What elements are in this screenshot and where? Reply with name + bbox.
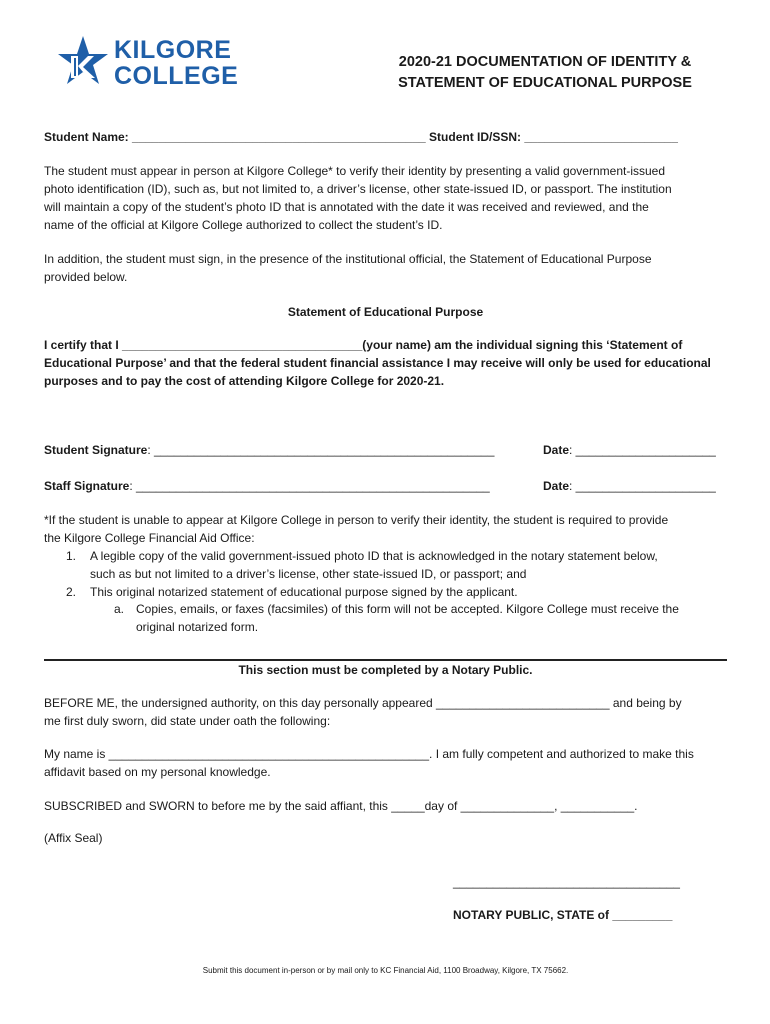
notary-line: me first duly sworn, did state under oath the following: [44, 714, 331, 728]
paragraph-line: provided below. [44, 270, 128, 284]
subscribed-sworn-line[interactable]: SUBSCRIBED and SWORN to before me by the said affiant, this _____day of ______________, ___________. [44, 799, 638, 813]
list-item-1 [90, 547, 730, 583]
star-kc-icon [54, 34, 112, 94]
notary-appearance [44, 694, 734, 730]
staff-signature-field[interactable]: : _____________________________________________________ [129, 479, 490, 493]
sub-item-line: Copies, emails, or faxes (facsimiles) of this form will not be accepted. Kilgore College must receive the [136, 602, 679, 616]
student-id-label: Student ID/SSN: [429, 130, 522, 144]
note-line: the Kilgore College Financial Aid Office: [44, 531, 255, 545]
notary-public-state[interactable]: NOTARY PUBLIC, STATE of _________ [453, 908, 673, 922]
list-item-2: This original notarized statement of educational purpose signed by the applicant. [90, 585, 518, 599]
remote-verification-note [44, 511, 734, 547]
paragraph-line: The student must appear in person at Kilgore College* to verify their identity by presenting a valid government-issued [44, 164, 666, 178]
student-id-field[interactable]: _______________________ [524, 130, 678, 144]
certify-line: purposes and to pay the cost of attending Kilgore College for 2020-21. [44, 374, 445, 388]
student-date-row [543, 441, 733, 459]
sub-item-line: original notarized form. [136, 620, 259, 634]
certification-statement [44, 336, 734, 390]
student-signature-label: Student Signature [44, 443, 148, 457]
paragraph-line: name of the official at Kilgore College authorized to collect the student’s ID. [44, 218, 443, 232]
identity-paragraph [44, 162, 734, 234]
notary-line[interactable]: My name is ________________________________________________. I am fully competent and authorized to make this [44, 747, 694, 761]
notary-line[interactable]: BEFORE ME, the undersigned authority, on this day personally appeared __________________________ and being by [44, 696, 682, 710]
notary-line: affidavit based on my personal knowledge. [44, 765, 271, 779]
title-line1: 2020-21 DOCUMENTATION OF IDENTITY & [398, 54, 692, 70]
sub-list-item-a [136, 600, 732, 636]
student-signature-field[interactable]: : ___________________________________________________ [147, 443, 495, 457]
affix-seal-label: (Affix Seal) [44, 831, 103, 845]
kilgore-college-logo [54, 34, 239, 94]
notary-heading: This section must be completed by a Notary Public. [238, 663, 533, 677]
list-number: 1. [66, 549, 77, 563]
staff-date-label: Date [543, 479, 570, 493]
student-name-label: Student Name: [44, 130, 129, 144]
student-date-label: Date [543, 443, 570, 457]
student-name-field[interactable]: ____________________________________________ [132, 130, 426, 144]
list-number: 2. [66, 585, 77, 599]
certify-line: Educational Purpose’ and that the federal student financial assistance I may receive will only be used for educational [44, 356, 711, 370]
student-info-line [44, 128, 734, 146]
staff-signature-label: Staff Signature [44, 479, 130, 493]
paragraph-line: will maintain a copy of the student’s photo ID that is annotated with the date it was received and reviewed, and the [44, 200, 649, 214]
notary-signature-field[interactable]: __________________________________ [453, 875, 680, 889]
student-date-field[interactable]: : _____________________ [569, 443, 716, 457]
paragraph-line: In addition, the student must sign, in the presence of the institutional official, the Statement of Educational Purpose [44, 252, 652, 266]
list-item-line: such as but not limited to a driver’s license, other state-issued ID, or passport; and [90, 567, 527, 581]
staff-date-row [543, 477, 733, 495]
certify-line: I certify that I ____________________________________(your name) am the individual signing this ‘Statement of [44, 338, 683, 352]
affiant-name-statement [44, 745, 734, 781]
statement-heading: Statement of Educational Purpose [287, 305, 484, 319]
logo-line2: COLLEGE [114, 62, 239, 90]
staff-date-field[interactable]: : _____________________ [569, 479, 716, 493]
title-line2: STATEMENT OF EDUCATIONAL PURPOSE [398, 75, 692, 91]
note-line: *If the student is unable to appear at Kilgore College in person to verify their identity, the student is required to provide [44, 513, 669, 527]
list-item-line: A legible copy of the valid government-issued photo ID that is acknowledged in the notary statement below, [90, 549, 658, 563]
signature-paragraph [44, 250, 734, 286]
document-title [360, 52, 730, 94]
sub-list-letter: a. [114, 602, 125, 616]
logo-line1: KILGORE [114, 36, 232, 64]
submission-footer: Submit this document in-person or by mail only to KC Financial Aid, 1100 Broadway, Kilgore, TX 75662. [202, 966, 569, 975]
paragraph-line: photo identification (ID), such as, but not limited to, a driver’s license, other state-issued ID, or passport. The institution [44, 182, 672, 196]
